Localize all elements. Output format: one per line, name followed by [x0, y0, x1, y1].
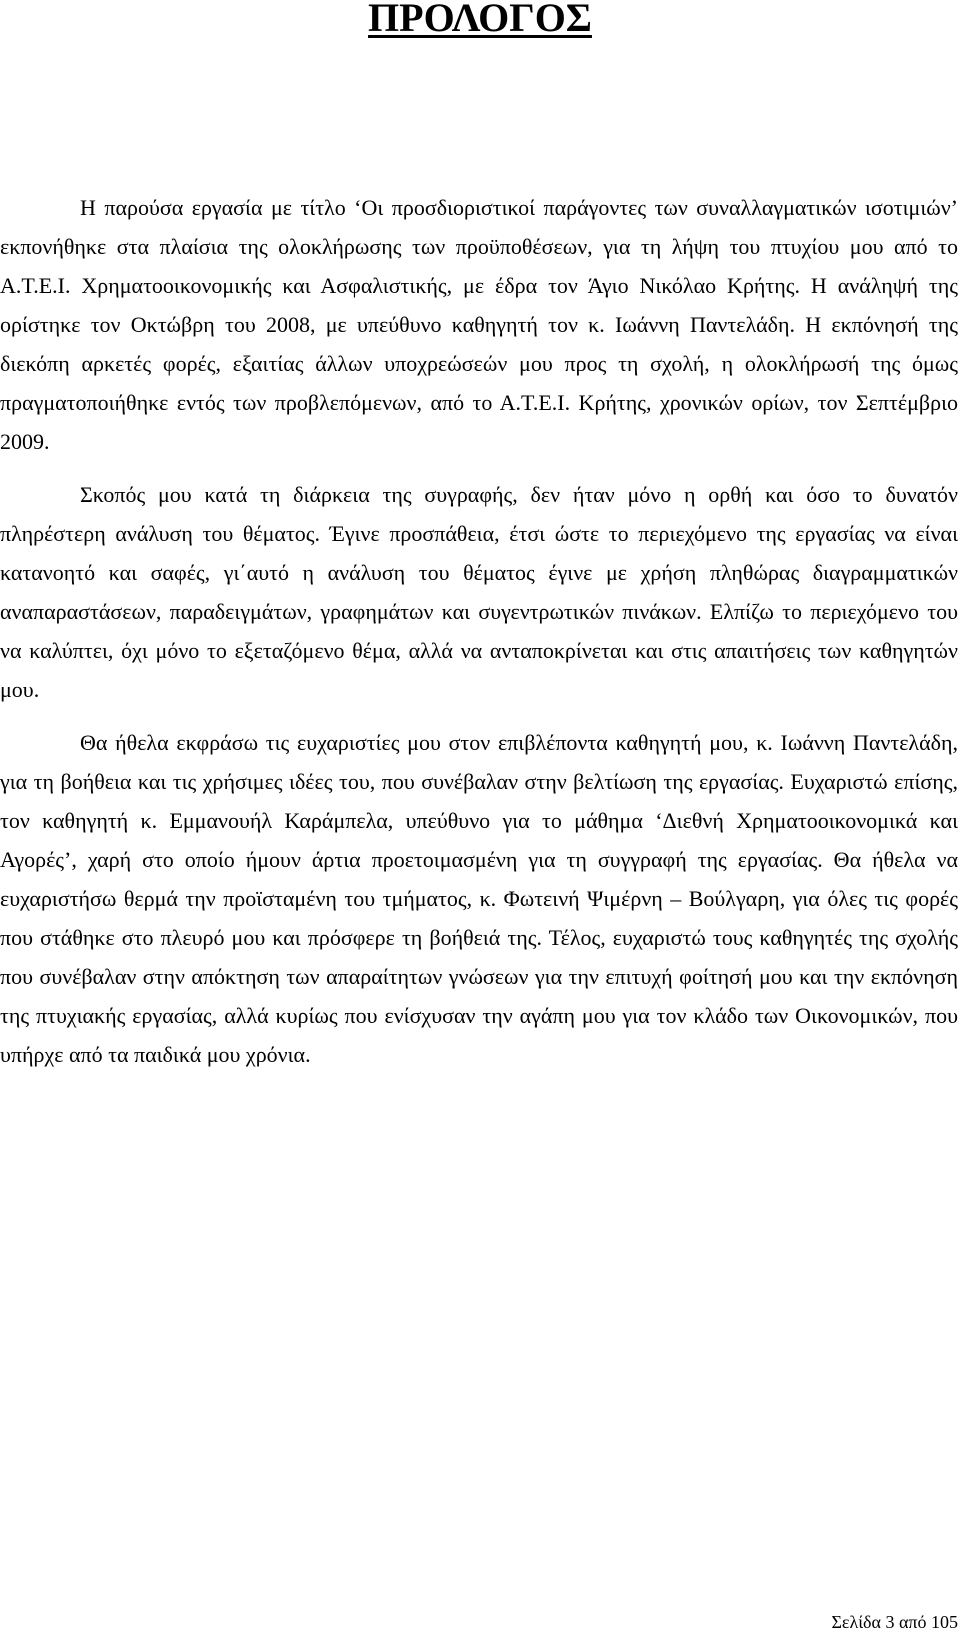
- paragraph-acknowledgements: Θα ήθελα εκφράσω τις ευχαριστίες μου στον επιβλέποντα καθηγητή μου, κ. Ιωάννη Παντελάδη, για τη βοήθεια και τις χρήσιμες ιδέες του, που συνέβαλαν στην βελτίωση της εργασίας. Ευχαριστώ επίσης, τον καθηγητή κ. Εμμανουήλ Καράμπελα, υπεύθυνο για το μάθημα ‘Διεθνή Χρηματοοικονομικά και Αγορές’, χαρή στο οποίο ήμουν άρτια προετοιμασμένη για τη συγγραφή της εργασίας. Θα ήθελα να ευχαριστήσω θερμά την προϊσταμένη του τμήματος, κ. Φωτεινή Ψιμέρνη – Βούλγαρη, για όλες τις φορές που στάθηκε στο πλευρό μου και πρόσφερε τη βοήθειά της. Τέλος, ευχαριστώ τους καθηγητές της σχολής που συνέβαλαν στην απόκτηση των απαραίτητων γνώσεων για την επιτυχή φοίτησή μου και την εκπόνηση της πτυχιακής εργασίας, αλλά κυρίως που ενίσχυσαν την αγάπη μου για τον κλάδο των Οικονομικών, που υπήρχε από τα παιδικά μου χρόνια.: [0, 730, 958, 1067]
- paragraph-purpose: Σκοπός μου κατά τη διάρκεια της συγραφής, δεν ήταν μόνο η ορθή και όσο το δυνατόν πληρέστερη ανάλυση του θέματος. Έγινε προσπάθεια, έτσι ώστε το περιεχόμενο της εργασίας να είναι κατανοητό και σαφές, γι΄αυτό η ανάλυση του θέματος έγινε με χρήση πληθώρας διαγραμματικών αναπαραστάσεων, παραδειγμάτων, γραφημάτων και συγεντρωτικών πινάκων. Ελπίζω το περιεχόμενο του να καλύπτει, όχι μόνο το εξεταζόμενο θέμα, αλλά να ανταποκρίνεται και στις απαιτήσεις των καθηγητών μου.: [0, 482, 958, 702]
- document-body: [0, 188, 958, 1074]
- page-title: ΠΡΟΛΟΓΟΣ: [368, 0, 592, 40]
- page-number: Σελίδα 3 από 105: [831, 1612, 958, 1632]
- paragraph-intro: Η παρούσα εργασία με τίτλο ‘Οι προσδιοριστικοί παράγοντες των συναλλαγματικών ισοτιμιών’ εκπονήθηκε στα πλαίσια της ολοκλήρωσης των προϋποθέσεων, για τη λήψη του πτυχίου μου από το Α.Τ.Ε.Ι. Χρηματοοικονομικής και Ασφαλιστικής, με έδρα τον Άγιο Νικόλαο Κρήτης. Η ανάληψή της ορίστηκε τον Οκτώβρη του 2008, με υπεύθυνο καθηγητή τον κ. Ιωάννη Παντελάδη. Η εκπόνησή της διεκόπη αρκετές φορές, εξαιτίας άλλων υποχρεώσεών μου προς τη σχολή, η ολοκλήρωσή της όμως πραγματοποιήθηκε εντός των προβλεπόμενων, από το Α.Τ.Ε.Ι. Κρήτης, χρονικών ορίων, τον Σεπτέμβριο 2009.: [0, 195, 958, 454]
